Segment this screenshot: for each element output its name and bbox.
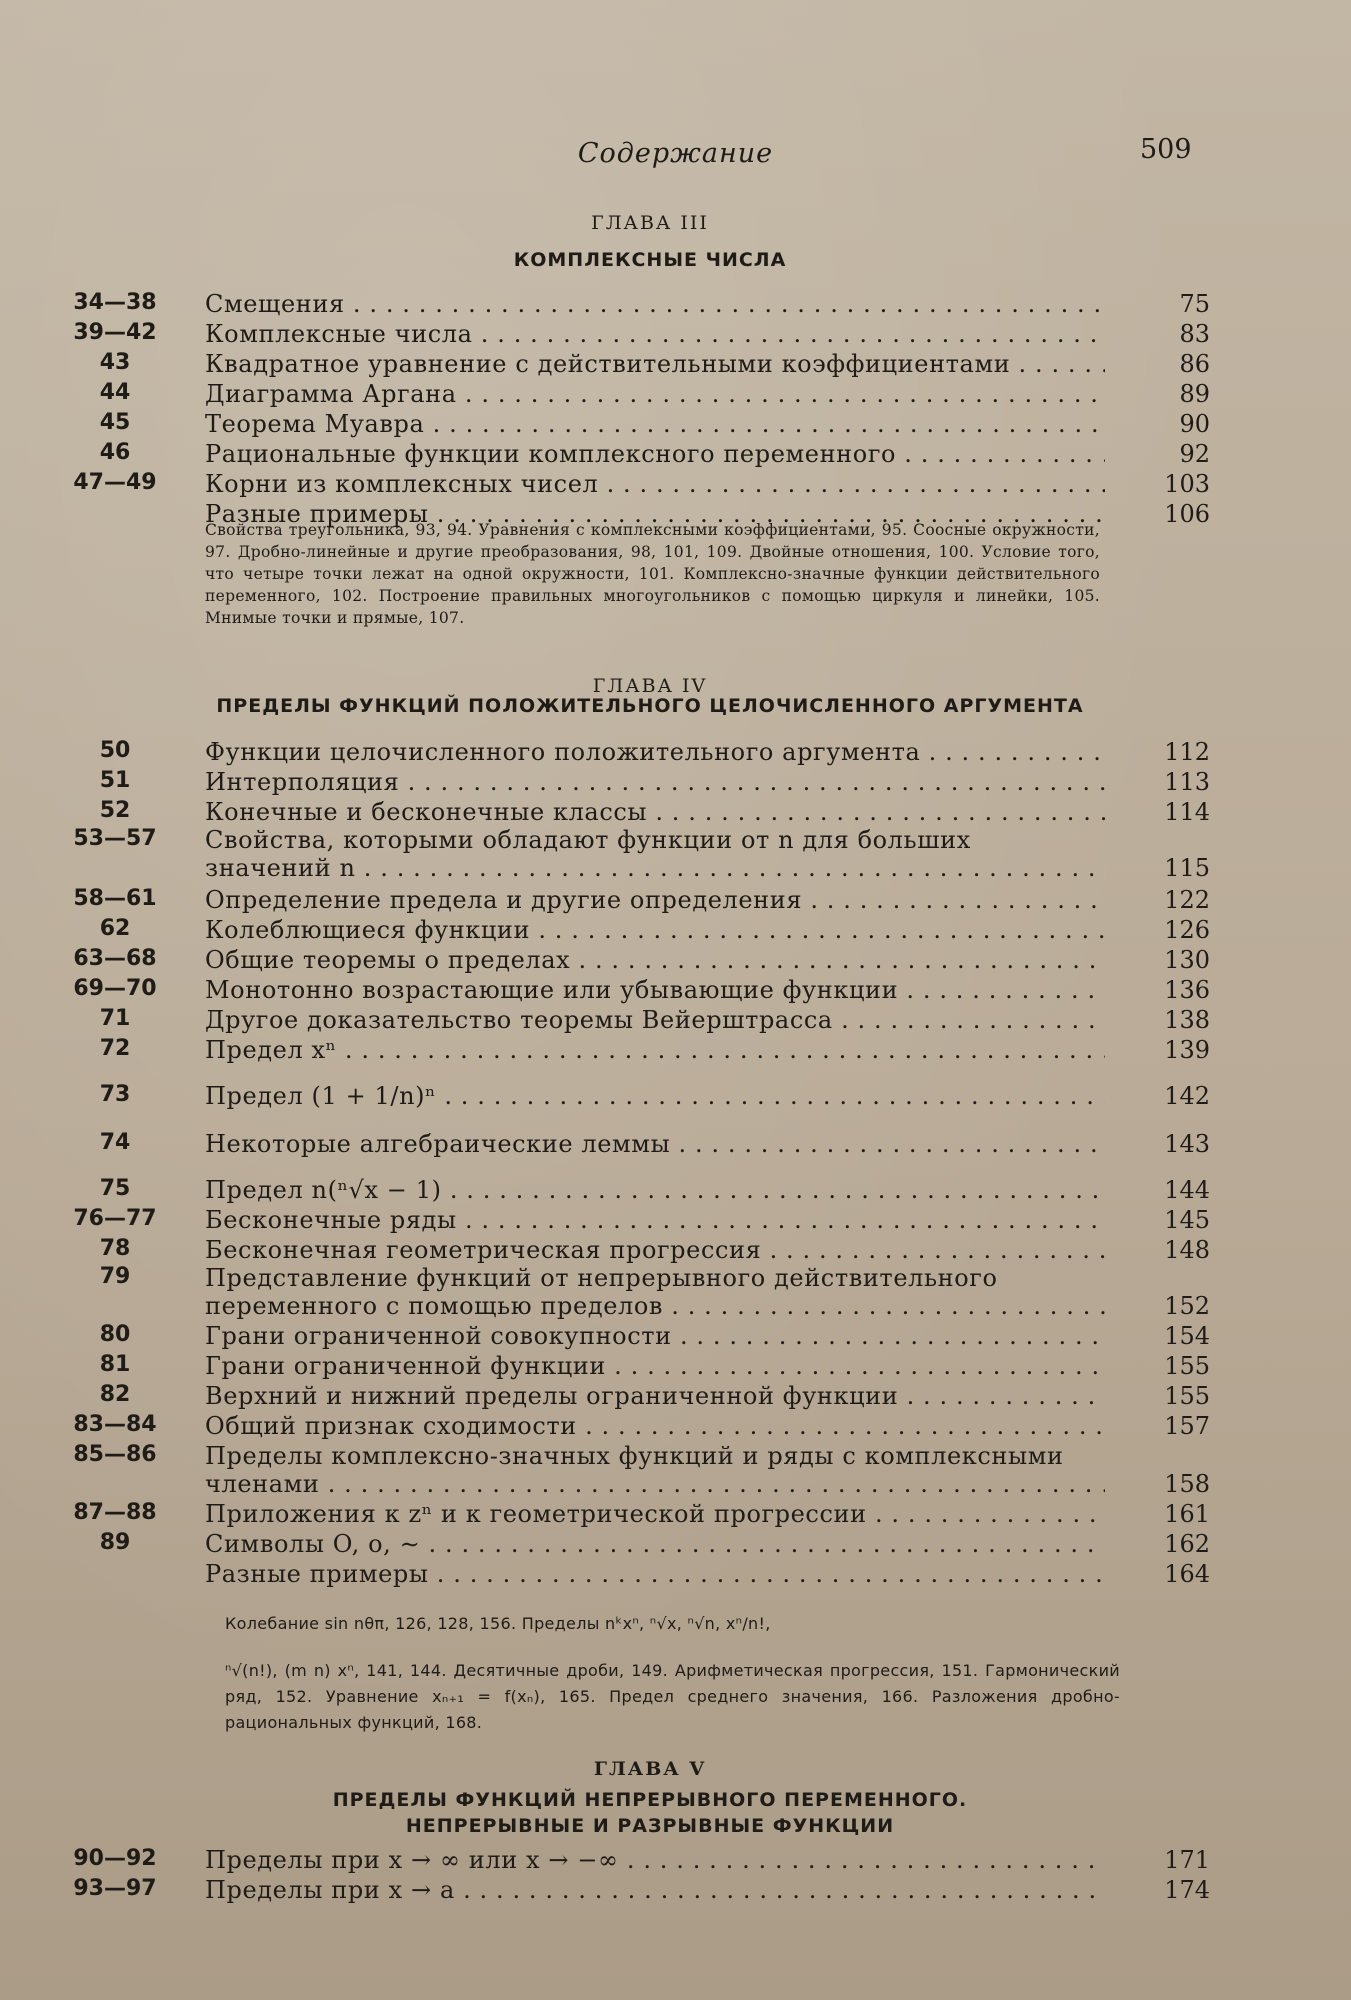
- toc-entry-page: 86: [1179, 350, 1210, 378]
- toc-entry-title: Рациональные функции комплексного переменного . . .: [205, 440, 1105, 468]
- toc-entry: [0, 440, 1351, 472]
- toc-entry-page: 144: [1164, 1176, 1210, 1204]
- chapter-3-title: КОМПЛЕКСНЫЕ ЧИСЛА: [513, 249, 787, 271]
- toc-entry-title-continuation: переменного с помощью пределов . . .: [205, 1292, 1105, 1320]
- toc-entry-title: Комплексные числа . . .: [205, 320, 1105, 348]
- toc-entry-title: Функции целочисленного положительного аргумента . . .: [205, 738, 1105, 766]
- toc-entry: [0, 290, 1351, 322]
- toc-entry-title: Определение предела и другие определения . . .: [205, 886, 1105, 914]
- toc-entry-section-number: 78: [99, 1236, 131, 1261]
- toc-entry: [0, 946, 1351, 978]
- toc-entry: [0, 410, 1351, 442]
- toc-entry-page: 162: [1164, 1530, 1210, 1558]
- toc-entry-title: Другое доказательство теоремы Вейерштрасса . . .: [205, 1006, 1105, 1034]
- toc-entry-page: 136: [1164, 976, 1210, 1004]
- toc-entry: [0, 1846, 1351, 1878]
- toc-entry-title: Бесконечные ряды . . .: [205, 1206, 1105, 1234]
- toc-entry: [0, 738, 1351, 770]
- toc-entry: [0, 350, 1351, 382]
- chapter-4-heading: ГЛАВА IV: [592, 675, 708, 697]
- toc-entry-section-number: 93—97: [73, 1876, 157, 1901]
- chapter-4-title: ПРЕДЕЛЫ ФУНКЦИЙ ПОЛОЖИТЕЛЬНОГО ЦЕЛОЧИСЛЕННОГО АРГУМЕНТА: [216, 695, 1084, 717]
- toc-entry-section-number: 72: [99, 1036, 131, 1061]
- toc-entry-page: 138: [1164, 1006, 1210, 1034]
- toc-entry-title: Квадратное уравнение с действительными коэффициентами . . .: [205, 350, 1105, 378]
- toc-entry-title: Некоторые алгебраические леммы . . .: [205, 1130, 1105, 1158]
- toc-entry-section-number: 76—77: [73, 1206, 157, 1231]
- toc-entry-title: Предел xⁿ . . .: [205, 1036, 1105, 1064]
- toc-entry-page: 155: [1164, 1352, 1210, 1380]
- toc-entry-section-number: 50: [99, 738, 131, 763]
- toc-entry-section-number: 63—68: [73, 946, 157, 971]
- toc-entry: [0, 976, 1351, 1008]
- toc-entry-page: 155: [1164, 1382, 1210, 1410]
- toc-entry: [0, 1036, 1351, 1068]
- toc-entry: [0, 886, 1351, 918]
- toc-entry-title: Предел (1 + 1/n)ⁿ . . .: [205, 1082, 1105, 1110]
- toc-entry-title: Грани ограниченной совокупности . . .: [205, 1322, 1105, 1350]
- toc-entry-section-number: 53—57: [73, 826, 157, 851]
- toc-entry-section-number: 34—38: [73, 290, 157, 315]
- toc-entry-title: Колеблющиеся функции . . .: [205, 916, 1105, 944]
- toc-entry-title: Теорема Муавра . . .: [205, 410, 1105, 438]
- toc-entry: [0, 1382, 1351, 1414]
- toc-entry: [0, 1560, 1351, 1592]
- toc-entry-title: Пределы при x → ∞ или x → −∞ . . .: [205, 1846, 1105, 1874]
- toc-entry: [0, 1176, 1351, 1208]
- toc-entry-title: Предел n(ⁿ√x − 1) . . .: [205, 1176, 1105, 1204]
- toc-entry-page: 114: [1164, 798, 1210, 826]
- toc-entry-page: 174: [1164, 1876, 1210, 1904]
- toc-entry-section-number: 80: [99, 1322, 131, 1347]
- toc-entry: [0, 320, 1351, 352]
- toc-entry-section-number: 52: [99, 798, 131, 823]
- chapter-4-misc-line-1: Колебание sin nθπ, 126, 128, 156. Пределы nᵏxⁿ, ⁿ√x, ⁿ√n, xⁿ/n!,: [225, 1614, 771, 1633]
- toc-entry-page: 103: [1164, 470, 1210, 498]
- toc-entry-page: 83: [1179, 320, 1210, 348]
- toc-entry-section-number: 69—70: [73, 976, 157, 1001]
- toc-entry: [0, 1876, 1351, 1908]
- chapter-3-misc-examples: Свойства треугольника, 93, 94. Уравнения с комплексными коэффициентами, 95. Соосные окружности, 97. Дробно-линейные и другие преобразования, 98, 101, 109. Двойные отношения, 100. Условие того, что четыре точки лежат на одной окружности, 101. Комплексно-значные функции действительного переменного, 102. Построение правильных многоугольников с помощью циркуля и линейки, 105. Мнимые точки и прямые, 107.: [205, 521, 1100, 627]
- toc-entry-page: 148: [1164, 1236, 1210, 1264]
- toc-entry-title: Грани ограниченной функции . . .: [205, 1352, 1105, 1380]
- toc-entry-section-number: 83—84: [73, 1412, 157, 1437]
- toc-entry-section-number: 62: [99, 916, 131, 941]
- toc-entry-title: Корни из комплексных чисел . . .: [205, 470, 1105, 498]
- toc-entry-section-number: 73: [99, 1082, 131, 1107]
- toc-entry-page: 145: [1164, 1206, 1210, 1234]
- toc-entry-page: 157: [1164, 1412, 1210, 1440]
- toc-entry-page: 139: [1164, 1036, 1210, 1064]
- toc-entry-page: 122: [1164, 886, 1210, 914]
- chapter-4-misc-line-2: ⁿ√(n!), (m n) xⁿ, 141, 144. Десятичные дроби, 149. Арифметическая прогрессия, 151. Гармонический ряд, 152. Уравнение xₙ₊₁ = f(xₙ), 165. Предел среднего значения, 166. Разложения дробно-рациональных функций, 168.: [225, 1661, 1120, 1732]
- toc-entry: [0, 1500, 1351, 1532]
- toc-entry-page: 171: [1164, 1846, 1210, 1874]
- toc-entry-section-number: 75: [99, 1176, 131, 1201]
- toc-entry: [0, 768, 1351, 800]
- toc-entry-section-number: 82: [99, 1382, 131, 1407]
- toc-entry-page: 142: [1164, 1082, 1210, 1110]
- toc-entry-title: Разные примеры . . .: [205, 500, 1105, 528]
- chapter-3-heading: ГЛАВА III: [591, 212, 709, 234]
- toc-entry-page: 161: [1164, 1500, 1210, 1528]
- toc-entry: [0, 1322, 1351, 1354]
- chapter-5-title-line-1: ПРЕДЕЛЫ ФУНКЦИЙ НЕПРЕРЫВНОГО ПЕРЕМЕННОГО.: [332, 1789, 968, 1811]
- toc-entry-title: Общий признак сходимости . . .: [205, 1412, 1105, 1440]
- toc-entry-page: 92: [1179, 440, 1210, 468]
- toc-entry: [0, 380, 1351, 412]
- toc-entry-section-number: 71: [99, 1006, 131, 1031]
- toc-entry-continuation: [0, 1470, 1351, 1502]
- toc-entry-page: 90: [1179, 410, 1210, 438]
- toc-entry-title: Смещения . . .: [205, 290, 1105, 318]
- toc-entry-title: Представление функций от непрерывного действительного: [205, 1264, 998, 1292]
- toc-entry-title-continuation: значений n . . .: [205, 854, 1105, 882]
- toc-entry-title: Разные примеры . . .: [205, 1560, 1105, 1588]
- toc-entry-section-number: 87—88: [73, 1500, 157, 1525]
- toc-entry-section-number: 85—86: [73, 1442, 157, 1467]
- toc-entry: [0, 1206, 1351, 1238]
- toc-entry-page: 158: [1164, 1470, 1210, 1498]
- toc-entry-page: 106: [1164, 500, 1210, 528]
- toc-entry-section-number: 44: [99, 380, 131, 405]
- toc-entry-title: Интерполяция . . .: [205, 768, 1105, 796]
- toc-entry-page: 152: [1164, 1292, 1210, 1320]
- toc-entry-continuation: [0, 1292, 1351, 1324]
- toc-entry-section-number: 74: [99, 1130, 131, 1155]
- toc-entry: [0, 1006, 1351, 1038]
- toc-entry-page: 112: [1164, 738, 1210, 766]
- toc-entry-section-number: 39—42: [73, 320, 157, 345]
- toc-entry-continuation: [0, 854, 1351, 886]
- toc-entry: [0, 916, 1351, 948]
- chapter-5-title-line-2: НЕПРЕРЫВНЫЕ И РАЗРЫВНЫЕ ФУНКЦИИ: [405, 1815, 895, 1837]
- toc-entry-title: Символы O, o, ∼ . . .: [205, 1530, 1105, 1558]
- toc-entry-title: Верхний и нижний пределы ограниченной функции . . .: [205, 1382, 1105, 1410]
- toc-entry-title: Пределы комплексно-значных функций и ряды с комплексными: [205, 1442, 1064, 1470]
- page-number: 509: [1140, 134, 1192, 165]
- toc-entry-title: Конечные и бесконечные классы . . .: [205, 798, 1105, 826]
- toc-entry-title: Общие теоремы о пределах . . .: [205, 946, 1105, 974]
- toc-entry: [0, 470, 1351, 502]
- toc-entry-page: 154: [1164, 1322, 1210, 1350]
- toc-entry-section-number: 58—61: [73, 886, 157, 911]
- toc-entry-page: 126: [1164, 916, 1210, 944]
- toc-entry-section-number: 90—92: [73, 1846, 157, 1871]
- toc-entry-page: 143: [1164, 1130, 1210, 1158]
- toc-entry: [0, 1130, 1351, 1162]
- toc-entry-section-number: 81: [99, 1352, 131, 1377]
- toc-entry-title: Пределы при x → a . . .: [205, 1876, 1105, 1904]
- toc-entry-page: 89: [1179, 380, 1210, 408]
- toc-entry: [0, 1412, 1351, 1444]
- toc-entry-title-continuation: членами . . .: [205, 1470, 1105, 1498]
- toc-entry-section-number: 47—49: [73, 470, 157, 495]
- toc-entry-title: Свойства, которыми обладают функции от n для больших: [205, 826, 971, 854]
- toc-entry-section-number: 79: [99, 1264, 131, 1289]
- toc-entry-page: 75: [1179, 290, 1210, 318]
- toc-entry-title: Бесконечная геометрическая прогрессия . . .: [205, 1236, 1105, 1264]
- toc-entry-title: Приложения к zⁿ и к геометрической прогрессии . . .: [205, 1500, 1105, 1528]
- toc-entry-page: 164: [1164, 1560, 1210, 1588]
- toc-entry-page: 130: [1164, 946, 1210, 974]
- toc-entry-section-number: 45: [99, 410, 131, 435]
- toc-entry-section-number: 46: [99, 440, 131, 465]
- toc-entry: [0, 1352, 1351, 1384]
- toc-entry-page: 115: [1164, 854, 1210, 882]
- running-header-title: Содержание: [577, 138, 774, 169]
- toc-entry: [0, 1530, 1351, 1562]
- toc-entry-title: Монотонно возрастающие или убывающие функции . . .: [205, 976, 1105, 1004]
- chapter-5-heading: ГЛАВА V: [593, 1758, 707, 1780]
- toc-entry: [0, 1082, 1351, 1114]
- toc-entry-section-number: 89: [99, 1530, 131, 1555]
- toc-entry-page: 113: [1164, 768, 1210, 796]
- toc-entry-section-number: 43: [99, 350, 131, 375]
- toc-entry-title: Диаграмма Аргана . . .: [205, 380, 1105, 408]
- toc-entry-section-number: 51: [99, 768, 131, 793]
